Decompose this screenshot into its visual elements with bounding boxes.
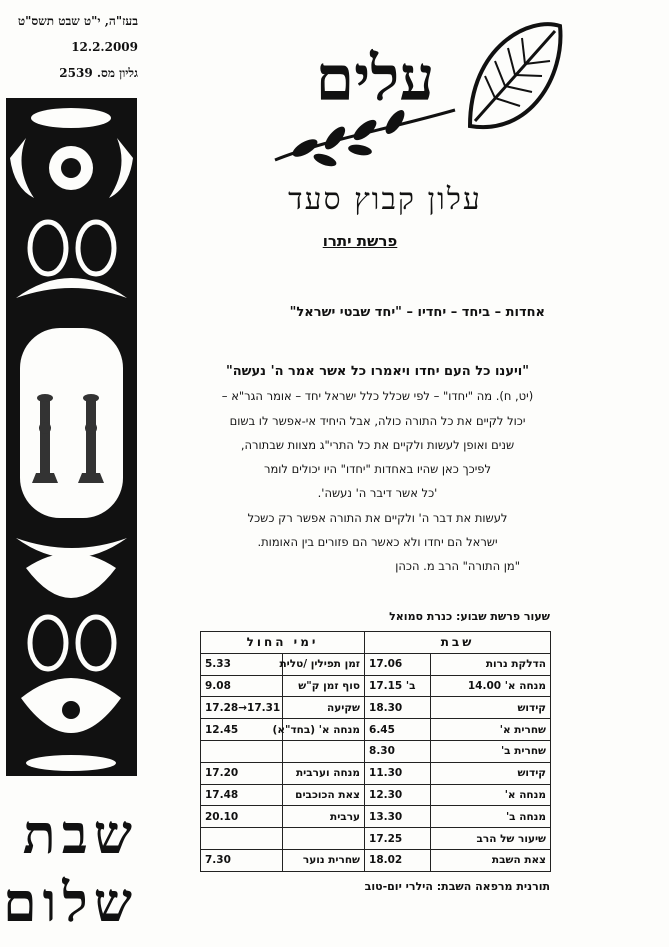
article-line: 'כל אשר דיבר ה' נעשה'. (317, 486, 438, 501)
article-line: שנים ואופן לעשות ולקיים את כל התרי"ג מצוות שבתורה, (240, 437, 515, 452)
weekday-label: שחרית נוער (283, 849, 365, 871)
article-line: "ויענו כל העם יחדו ויאמרו כל אשר אמר ה' נעשה" (225, 364, 530, 379)
article-line: לעשות את דבר ה' ולקיים את התורה אפשר רק כשכל (247, 510, 508, 525)
shabbat-label: מנחה א' 14.00 (431, 675, 551, 697)
weekday-time: 17.48 (201, 784, 283, 806)
hebrew-date: בעז"ה, י"ט שבט תשס"ט (17, 14, 138, 28)
shabbat-time: 17.06 (365, 653, 431, 675)
shabbat-time: 6.45 (365, 719, 431, 741)
side-title-line2: שלום (2, 870, 138, 934)
weekday-time: 20.10 (201, 806, 283, 828)
table-row (201, 675, 551, 697)
shabbat-time: 18.30 (365, 697, 431, 719)
logo-title: עלים (315, 42, 435, 115)
table-row (201, 784, 551, 806)
weekday-time: 5.33 (201, 653, 283, 675)
table-row (201, 740, 551, 762)
table-row (201, 806, 551, 828)
shabbat-label: מנחה א' (431, 784, 551, 806)
side-title-line1: שבת (22, 802, 138, 866)
table-row (201, 762, 551, 784)
gregorian-date: 12.2.2009 (71, 40, 138, 54)
article-line: יכול לקיים את כל התורה כולה, אבל היחיד אי-אפשר לו בשום (229, 413, 526, 428)
weekday-label (283, 740, 365, 762)
newsletter-subtitle: עלון קבוץ סעד (288, 182, 482, 217)
weekday-time: 12.45 (201, 719, 283, 741)
table-row (201, 849, 551, 871)
shabbat-label: שיעור של הרב (431, 828, 551, 850)
weekday-header: ימי החול (201, 632, 365, 654)
article-line: ישראל הם יחדו ולא כאשר הם פזורים בין האומות. (257, 535, 498, 550)
shabbat-header: שבת (365, 632, 551, 654)
weekday-label: מנחה א' (בחד"א) (283, 719, 365, 741)
schedule-title: שעור פרשת שבוע: כנרת סמואל (389, 610, 550, 623)
weekday-time: 17.28→17.31 (201, 697, 283, 719)
article-line: (יט, ח). מה "יחדו" – לפי שכלל כלל ישראל יחד – אומר הגר"א – (221, 389, 534, 404)
table-row (201, 719, 551, 741)
shabbat-time: ב' 17.15 (365, 675, 431, 697)
issue-meta (6, 8, 138, 86)
weekday-label: צאת הכוכבים (283, 784, 365, 806)
weekday-label: מנחה וערבית (283, 762, 365, 784)
article-line: לפיכך כאן שהיו באחדות "יחדו" היו יכולים לומר (263, 462, 491, 477)
shabbat-shalom-title (2, 800, 138, 936)
table-row (201, 653, 551, 675)
parasha-title: פרשת יתרו (322, 232, 398, 250)
weekday-label: זמן תפילין /טלית (283, 653, 365, 675)
weekday-time: 7.30 (201, 849, 283, 871)
prayer-times-table (200, 631, 551, 872)
shabbat-time: 18.02 (365, 849, 431, 871)
shabbat-label: שחרית א' (431, 719, 551, 741)
shabbat-time: 8.30 (365, 740, 431, 762)
weekday-label: סוף זמן ק"ש (283, 675, 365, 697)
ornament-pattern-icon (6, 98, 137, 776)
shabbat-time: 13.30 (365, 806, 431, 828)
issue-number: גליון מס. 2539 (59, 66, 138, 80)
table-row (201, 828, 551, 850)
shabbat-time: 17.25 (365, 828, 431, 850)
weekday-time (201, 828, 283, 850)
weekday-time (201, 740, 283, 762)
table-header-row (201, 632, 551, 654)
weekday-label: שקיעה (283, 697, 365, 719)
shabbat-label: קידוש (431, 762, 551, 784)
clinic-duty-note: תורנית מרפאה השבת: הילרי יום-טוב (364, 880, 550, 893)
weekday-time: 17.20 (201, 762, 283, 784)
shabbat-label: קידוש (431, 697, 551, 719)
shabbat-label: צאת השבת (431, 849, 551, 871)
shabbat-label: שחרית ב' (431, 740, 551, 762)
article-source: "מן התורה" הרב מ. הכהן (395, 559, 520, 574)
weekday-label: ערבית (283, 806, 365, 828)
shabbat-time: 11.30 (365, 762, 431, 784)
shabbat-time: 12.30 (365, 784, 431, 806)
weekday-label (283, 828, 365, 850)
decorative-side-panel (6, 98, 137, 776)
shabbat-label: מנחה ב' (431, 806, 551, 828)
table-row (201, 697, 551, 719)
article-body (205, 360, 550, 579)
shabbat-label: הדלקת נרות (431, 653, 551, 675)
article-headline: אחדות – ביחד – יחדיו – "יחד שבטי ישראל" (289, 305, 545, 320)
weekday-time: 9.08 (201, 675, 283, 697)
